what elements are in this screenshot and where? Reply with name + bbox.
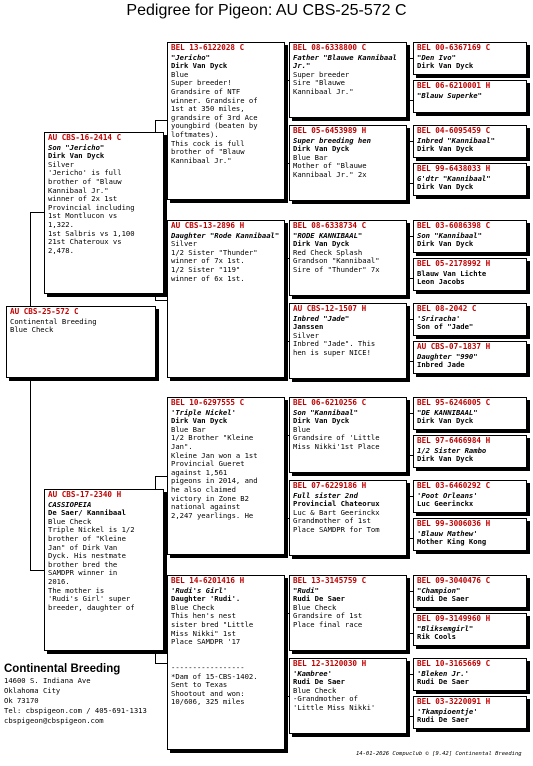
ring-number: BEL 10-6297555 C [171,398,245,407]
pedigree-card-dss [289,397,407,473]
ring-number: BEL 08-2042 C [417,304,477,313]
note-line [171,647,282,656]
pigeon-name: Super breeding hen [293,135,371,145]
note-line: 1/2 Sister "119" [171,264,241,274]
pedigree-card-g5-6 [413,303,527,336]
note-line: brother of "Blauw [171,147,245,157]
ring-number: BEL 08-6338734 C [293,221,367,230]
note-line: Grandmother of 1st [293,516,371,526]
note-line: youngbird (beaten by [171,121,258,131]
note-line: Luc & Bart Geerinckx [293,507,380,517]
note-line: Grandsire of 1st [293,611,363,621]
ring-number: BEL 13-3145759 C [293,576,367,585]
pigeon-name: Inbred "Jade" [293,313,350,323]
ring-number: BEL 05-2178992 H [417,259,491,268]
note-line: Grandson "Kannibaal" [293,256,380,266]
connector-line [30,378,31,570]
pedigree-card-ssd [289,125,407,201]
note-line: against 1,561 [171,467,228,477]
connector-line [30,212,44,213]
note-line: Blue Check [10,325,54,335]
breeder-state: Ok 73170 [4,696,39,705]
note-line: This hen's nest [171,611,236,621]
pedigree-card-g5-0 [413,42,527,75]
note-line: grandsire of 3rd Ace [171,112,258,122]
pigeon-name: Full sister 2nd [293,490,358,500]
note-line: Place SAMDPR '17 [171,637,241,647]
pedigree-card-sire [44,132,164,294]
ring-number: BEL 09-3040476 C [417,576,491,585]
ring-number: BEL 03-6460292 C [417,481,491,490]
note-line: This cock is full [171,138,245,148]
note-line: Blue Bar [293,152,328,162]
pedigree-card-ddd [289,658,407,734]
note-line: Dyck. His nestmate [48,551,126,561]
ring-number: AU CBS-16-2414 C [48,133,122,142]
pedigree-card-g5-11 [413,518,527,551]
pedigree-card-ds [167,397,285,555]
ring-number: BEL 09-3149960 H [417,614,491,623]
note-line: Silver [48,159,74,169]
breeder-owner: Rudi De Saer [293,677,345,687]
breeder-owner: Blauw Van Lichte [417,268,487,278]
note-line: brother of "Kleine [48,533,126,543]
breeder-owner: Rik Cools [417,632,456,642]
ring-number: BEL 07-6229186 H [293,481,367,490]
pedigree-card-subject [6,306,156,378]
ring-number: BEL 03-6086398 C [417,221,491,230]
breeder-owner: Rudi De Saer [417,594,469,604]
connector-line [409,236,410,278]
breeder-city: Oklahoma City [4,686,61,695]
pigeon-name: Son "Jericho" [48,142,105,152]
pedigree-card-g5-13 [413,613,527,646]
pigeon-name: 'Rudi's Girl' [171,585,228,595]
connector-line [30,212,31,306]
note-line: ----------------- [171,662,245,672]
note-line: SAMDPR winner in [48,568,118,578]
pigeon-name: 'Blauw Mathew' [417,528,478,538]
note-line: Silver [293,330,319,340]
ring-number: BEL 99-6438033 H [417,164,491,173]
connector-line [155,300,167,301]
ring-number: BEL 13-6122028 C [171,43,245,52]
connector-line [409,496,410,538]
note-line: winner of 2x 1st [48,194,118,204]
pedigree-card-dam [44,489,164,651]
pigeon-name: "Champion" [417,585,461,595]
note-line: Shootout and won: [171,688,245,698]
pigeon-name: "Blauw Superke" [417,90,482,100]
note-line: Sire "Blauwe [293,78,345,88]
note-line: Blue Bar [171,424,206,434]
ring-number: AU CBS-12-1507 H [293,304,367,313]
connector-line [155,476,167,477]
breeder-phone: Tel: cbspigeon.com / 405-691-1313 [4,706,147,715]
note-line: 'Rudi's Girl' super [48,594,131,604]
pigeon-name: 'Kambree' [293,668,332,678]
ring-number: BEL 03-3220091 H [417,697,491,706]
ring-number: AU CBS-13-2896 H [171,221,245,230]
note-line: loftmates). [171,129,219,139]
note-line: Blue [171,69,189,79]
note-line: 1st Montlucon vs [48,211,118,221]
pedigree-card-g5-8 [413,397,527,430]
pedigree-card-g5-14 [413,658,527,691]
breeder-name: Continental Breeding [4,663,121,675]
note-line: Super breeder! [171,78,232,88]
note-line: winner of 7x 1st. [171,256,245,266]
note-line: winner of 6x 1st. [171,273,245,283]
note-line: Kannibaal Jr." [293,86,354,96]
pedigree-card-g5-7 [413,341,527,374]
breeder-email: cbspigeon@cbspigeon.com [4,716,104,725]
ring-number: AU CBS-17-2340 H [48,490,122,499]
note-line: 1st Salbris vs 1,100 [48,228,135,238]
breeder-owner: Inbred Jade [417,360,465,370]
connector-line [409,58,410,100]
pigeon-name: "Den Ivo" [417,52,456,62]
note-line: brother bred the [48,559,118,569]
breeder-owner: Dirk Van Dyck [417,182,474,192]
ring-number: BEL 08-6338800 C [293,43,367,52]
connector-line [409,413,410,455]
breeder-owner: Rudi De Saer [417,677,469,687]
pigeon-name: "Rudi" [293,585,319,595]
breeder-owner: Janssen [293,322,324,332]
connector-line [155,120,167,121]
footer-text: 14-01-2026 Compuclub © [9.42] Continental Breeding [356,751,522,757]
note-line: Provincial Gueret [171,459,245,469]
note-line: Super breeder [293,69,350,79]
note-line: Sent to Texas [171,680,228,690]
pigeon-name: "Jericho" [171,52,210,62]
extra-info: Leon Jacobs [417,277,465,287]
note-line: Triple Nickel is 1/2 [48,525,135,535]
breeder-owner: Dirk Van Dyck [293,239,350,249]
note-line: Blue Check [293,602,337,612]
note-line: -Grandmother of [293,694,358,704]
pedigree-card-g5-2 [413,125,527,158]
note-line: Inbred "Jade". This [293,339,376,349]
pigeon-name: "RODE KANNIBAAL" [293,230,363,240]
note-line: winner. Grandsire of [171,95,258,105]
ring-number: BEL 06-6210256 C [293,398,367,407]
ring-number: BEL 97-6466984 H [417,436,491,445]
ring-number: AU CBS-07-1837 H [417,342,491,351]
breeder-owner: Dirk Van Dyck [417,454,474,464]
ring-number: BEL 95-6246005 C [417,398,491,407]
note-line: Red Check Splash [293,247,363,257]
note-line: 2016. [48,576,70,586]
pedigree-card-g5-4 [413,220,527,253]
pedigree-card-g5-15 [413,696,527,729]
extra-info: Son of "Jade" [417,322,474,332]
note-line: Blue Check [48,516,92,526]
pedigree-card-g5-5 [413,258,527,291]
note-line: Place SAMDPR for Tom [293,524,380,534]
note-line: 21st Chateroux vs [48,237,122,247]
note-line: breeder, daughter of [48,602,135,612]
breeder-owner: Mother King Kong [417,537,487,547]
note-line: 'Little Miss Nikki' [293,702,376,712]
note-line: Mother of "Blauwe [293,161,367,171]
note-line: sister bred "Little [171,619,254,629]
breeder-owner: Dirk Van Dyck [417,144,474,154]
note-line: Blue Check [293,685,337,695]
note-line: Sire of "Thunder" 7x [293,264,380,274]
note-line: Provincial including [48,202,135,212]
note-line: Jan" of Dirk Van [48,542,118,552]
note-line: victory in Zone B2 [171,493,249,503]
pedigree-card-sss [289,42,407,118]
note-line: 'Jericho' is full [48,168,122,178]
pigeon-name: "DE KANNIBAAL" [417,407,478,417]
ring-number: BEL 14-6201416 H [171,576,245,585]
note-line: *Dam of 15-CBS-1402. [171,671,258,681]
note-line: Silver [171,239,197,249]
ring-number: BEL 05-6453989 H [293,126,367,135]
pigeon-name: 'Poot Orleans' [417,490,478,500]
breeder-owner: Dirk Van Dyck [417,61,474,71]
connector-line [409,141,410,183]
connector-line [409,591,410,633]
note-line: Grandsire of NTF [171,86,241,96]
breeder-address: 14600 S. Indiana Ave [4,676,91,685]
note-line: Place final race [293,619,363,629]
page-title: Pedigree for Pigeon: AU CBS-25-572 C [126,2,407,19]
breeder-info [4,662,164,726]
pigeon-name: "Bliksemgirl" [417,623,474,633]
breeder-owner: Dirk Van Dyck [417,416,474,426]
ring-number: BEL 99-3006036 H [417,519,491,528]
breeder-owner: Dirk Van Dyck [48,151,105,161]
connector-line [30,570,44,571]
note-line: Jan". [171,441,193,451]
pedigree-card-dds [289,575,407,651]
connector-line [155,476,156,489]
note-line: 1,322. [48,219,74,229]
pedigree-card-dd [167,575,285,750]
breeder-owner: Dirk Van Dyck [417,239,474,249]
note-line: 10/606, 325 miles [171,697,245,707]
note-line: hen is super NICE! [293,347,371,357]
pigeon-name: Father "Blauwe Kannibaal Jr." [293,52,397,71]
pedigree-card-g5-9 [413,435,527,468]
pigeon-name: 1/2 Sister Rambo [417,445,487,455]
note-line: Kannibaal Jr." [171,155,232,165]
pigeon-name: 'Bleken Jr.' [417,668,469,678]
pigeon-name: 'Triple Nickel' [171,407,236,417]
breeder-owner: Dirk Van Dyck [171,416,228,426]
note-line: 1/2 Brother "Kleine [171,433,254,443]
ring-number: BEL 06-6210001 H [417,81,491,90]
note-line: 1/2 Sister "Thunder" [171,247,258,257]
note-line: pigeons in 2014, and [171,476,258,486]
ring-number: BEL 10-3165669 C [417,659,491,668]
pigeon-name: Daughter "990" [417,351,478,361]
pedigree-card-g5-12 [413,575,527,608]
breeder-owner: De Saer/ Kannibaal [48,508,126,518]
note-line: Miss Nikki'1st Place [293,441,380,451]
connector-line [155,120,156,132]
pigeon-name: CASSIOPEIA [48,499,92,509]
pedigree-card-sds [289,220,407,296]
note-line: 1st at 350 miles, [171,104,245,114]
pigeon-name: Daughter "Rode Kannibaal" [171,230,280,240]
breeder-owner: Provincial Chateorux [293,499,380,509]
note-line: 2,478. [48,245,74,255]
ring-number: AU CBS-25-572 C [10,307,79,316]
breeder-owner: Dirk Van Dyck [293,416,350,426]
note-line: Blue [293,424,311,434]
note-line: Miss Nikki" 1st [171,628,236,638]
breeder-owner: Dirk Van Dyck [171,61,228,71]
pedigree-card-dsd [289,480,407,556]
breeder-owner: Daughter 'Rudi'. [171,594,241,604]
pigeon-name: Son "Kannibaal" [417,230,482,240]
breeder-owner: Luc Geerinckx [417,499,474,509]
pigeon-name: G'dtr "Kannibaal" [417,173,491,183]
breeder-owner: Rudi De Saer [417,715,469,725]
ring-number: BEL 12-3120030 H [293,659,367,668]
note-line: Grandsire of 'Little [293,433,380,443]
note-line: Continental Breeding [10,316,97,326]
pedigree-card-g5-10 [413,480,527,513]
note-line: 2,247 yearlings. He [171,510,254,520]
connector-line [409,674,410,716]
pedigree-card-sd [167,220,285,378]
note-line: Kleine Jan won a 1st [171,450,258,460]
pigeon-name: 'Tkampioentje' [417,706,478,716]
note-line: Blue Check [171,602,215,612]
note-line: The mother is [48,585,105,595]
pedigree-card-g5-3 [413,163,527,196]
note-line: brother of "Blauw [48,176,122,186]
note-line: Kannibaal Jr." [48,185,109,195]
connector-line [409,319,410,361]
note-line: he also claimed [171,484,236,494]
breeder-owner: Rudi De Saer [293,594,345,604]
pedigree-card-ss [167,42,285,200]
note-line: national against [171,502,241,512]
pigeon-name: Son "Kannibaal" [293,407,358,417]
pigeon-name: Inbred "Kannibaal" [417,135,495,145]
ring-number: BEL 04-6095459 C [417,126,491,135]
note-line: Kannibaal Jr." 2x [293,169,367,179]
pedigree-card-g5-1 [413,80,527,113]
ring-number: BEL 00-6367169 C [417,43,491,52]
breeder-owner: Dirk Van Dyck [293,144,350,154]
pedigree-card-sdd [289,303,407,379]
pigeon-name: 'Sriracha' [417,313,461,323]
